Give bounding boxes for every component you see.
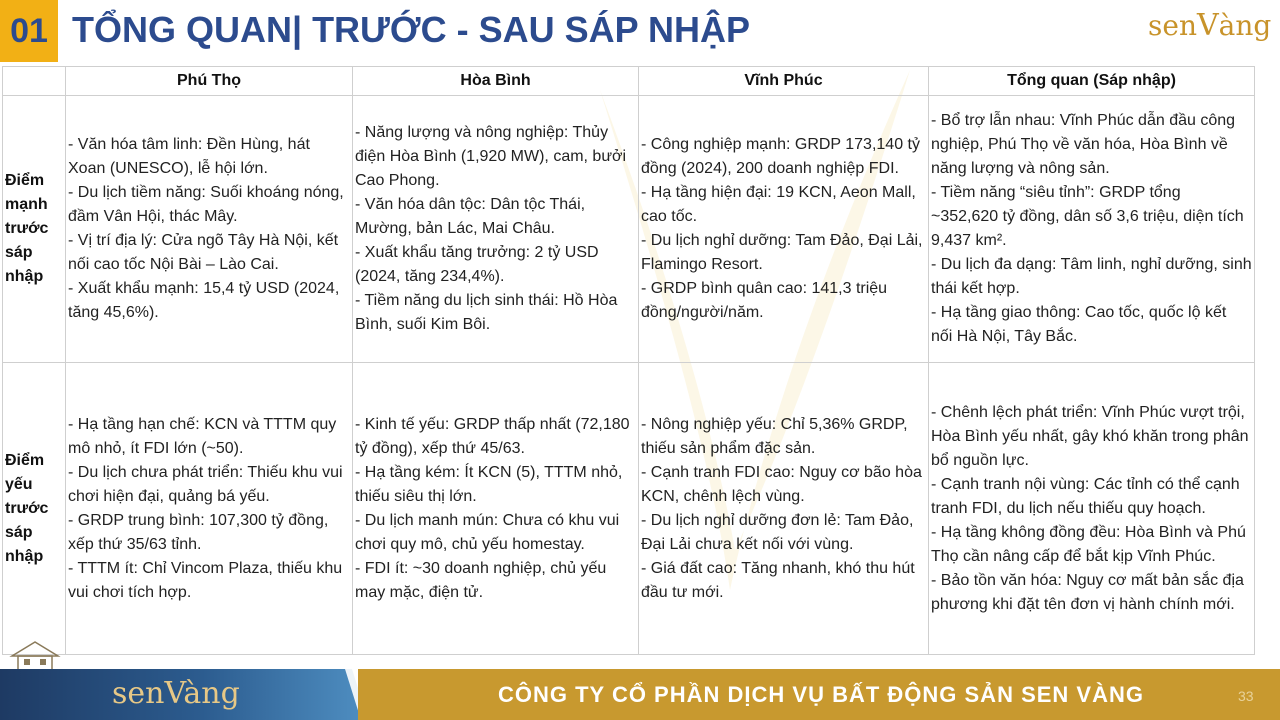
header-cell-vinh-phuc: Vĩnh Phúc (639, 67, 929, 96)
footer-company-name: CÔNG TY CỔ PHẦN DỊCH VỤ BẤT ĐỘNG SẢN SEN VÀNG (498, 682, 1144, 707)
brand-logo (1148, 8, 1272, 48)
table-header-row (3, 67, 1255, 96)
row-label-weaknesses: Điểm yếu trước sáp nhập (3, 363, 66, 655)
table-cell: - Nông nghiệp yếu: Chỉ 5,36% GRDP, thiếu sản phẩm đặc sản. - Cạnh tranh FDI cao: Nguy cơ bão hòa KCN, chênh lệch vùng. - Du lịch nghỉ dưỡng đơn lẻ: Tam Đảo, Đại Lải chưa kết nối với vùng. - Giá đất cao: Tăng nhanh, khó thu hút đầu tư mới. (639, 363, 929, 655)
page-number: 33 (1238, 688, 1254, 704)
building-icon (4, 640, 66, 670)
footer-logo-text-right: àng (183, 676, 240, 711)
header-cell-hoa-binh: Hòa Bình (353, 67, 639, 96)
table-cell: - Công nghiệp mạnh: GRDP 173,140 tỷ đồng (2024), 200 doanh nghiệp FDI. - Hạ tầng hiện đại: 19 KCN, Aeon Mall, cao tốc. - Du lịch nghỉ dưỡng: Tam Đảo, Đại Lải, Flamingo Resort. - GRDP bình quân cao: 141,3 triệu đồng/người/năm. (639, 96, 929, 363)
logo-text-v: V (1196, 8, 1219, 43)
header-cell-empty (3, 67, 66, 96)
table-cell: - Năng lượng và nông nghiệp: Thủy điện Hòa Bình (1,920 MW), cam, bưởi Cao Phong. - Văn hóa dân tộc: Dân tộc Thái, Mường, bản Lác, Mai Châu. - Xuất khẩu tăng trưởng: 2 tỷ USD (2024, tăng 234,4%). - Tiềm năng du lịch sinh thái: Hồ Hòa Bình, suối Kim Bôi. (353, 96, 639, 363)
header-cell-tong-quan: Tổng quan (Sáp nhập) (929, 67, 1255, 96)
table-cell: - Chênh lệch phát triển: Vĩnh Phúc vượt trội, Hòa Bình yếu nhất, gây khó khăn trong phân bổ nguồn lực. - Cạnh tranh nội vùng: Các tỉnh có thể cạnh tranh FDI, du lịch nếu thiếu quy hoạch. - Hạ tầng không đồng đều: Hòa Bình và Phú Thọ cần nâng cấp để bắt kịp Vĩnh Phúc. - Bảo tồn văn hóa: Nguy cơ mất bản sắc địa phương khi đặt tên đơn vị hành chính mới. (929, 363, 1255, 655)
table-cell: - Bổ trợ lẫn nhau: Vĩnh Phúc dẫn đầu công nghiệp, Phú Thọ về văn hóa, Hòa Bình về năng lượng và nông sản. - Tiềm năng “siêu tỉnh”: GRDP tổng ~352,620 tỷ đồng, dân số 3,6 triệu, diện tích 9,437 km². - Du lịch đa dạng: Tâm linh, nghỉ dưỡng, sinh thái kết hợp. - Hạ tầng giao thông: Cao tốc, quốc lộ kết nối Hà Nội, Tây Bắc. (929, 96, 1255, 363)
footer-brand-logo (112, 676, 240, 711)
header-cell-phu-tho: Phú Thọ (66, 67, 353, 96)
section-number: 01 (0, 0, 58, 62)
table-cell: - Hạ tầng hạn chế: KCN và TTTM quy mô nhỏ, ít FDI lớn (~50). - Du lịch chưa phát triển: Thiếu khu vui chơi hiện đại, quảng bá yếu. - GRDP trung bình: 107,300 tỷ đồng, xếp thứ 35/63 tỉnh. - TTTM ít: Chỉ Vincom Plaza, thiếu khu vui chơi tích hợp. (66, 363, 353, 655)
footer-logo-text-left: sen (112, 676, 165, 711)
header (0, 0, 1280, 64)
page-title: TỔNG QUAN| TRƯỚC - SAU SÁP NHẬP (72, 9, 751, 50)
row-label-strengths: Điểm mạnh trước sáp nhập (3, 96, 66, 363)
logo-text-left: sen (1148, 9, 1197, 42)
logo-text-right: àng (1218, 9, 1272, 42)
table-row-strengths (3, 96, 1255, 363)
table-row-weaknesses (3, 363, 1255, 655)
comparison-table (2, 66, 1255, 655)
table-cell: - Kinh tế yếu: GRDP thấp nhất (72,180 tỷ đồng), xếp thứ 45/63. - Hạ tầng kém: Ít KCN (5), TTTM nhỏ, thiếu siêu thị lớn. - Du lịch manh mún: Chưa có khu vui chơi quy mô, chủ yếu homestay. - FDI ít: ~30 doanh nghiệp, chủ yếu may mặc, điện tử. (353, 363, 639, 655)
footer-logo-text-v: V (164, 676, 184, 711)
table-cell: - Văn hóa tâm linh: Đền Hùng, hát Xoan (UNESCO), lễ hội lớn. - Du lịch tiềm năng: Suối khoáng nóng, đầm Vân Hội, thác Mây. - Vị trí địa lý: Cửa ngõ Tây Hà Nội, kết nối cao tốc Nội Bài – Lào Cai. - Xuất khẩu mạnh: 15,4 tỷ USD (2024, tăng 45,6%). (66, 96, 353, 363)
